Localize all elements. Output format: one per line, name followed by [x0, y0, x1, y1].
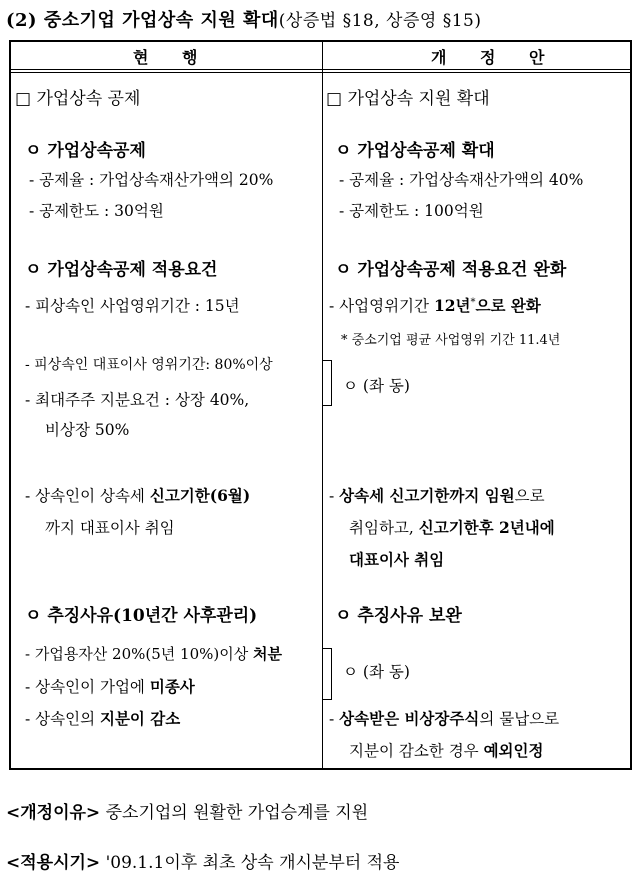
- header-divider-double: [11, 72, 630, 73]
- right-item-period: - 사업영위기간 12년*으로 완화: [329, 296, 541, 315]
- left-section-title: □ 가업상속 공제: [15, 89, 141, 109]
- right-bullet-1: ㅇ 가업상속공제 확대: [335, 141, 495, 161]
- right-section-title: □ 가업상속 지원 확대: [326, 89, 490, 109]
- right-same-as-left-1: ㅇ (좌 동): [343, 377, 410, 395]
- right-item-rate: - 공제율 : 가업상속재산가액의 40%: [339, 171, 584, 189]
- left-item-share-decrease: - 상속인의 지분이 감소: [25, 709, 181, 728]
- page-title: [6, 6, 481, 32]
- footer-reason: [6, 798, 368, 823]
- right-same-as-left-2: ㅇ (좌 동): [343, 663, 410, 681]
- bracket-1: [323, 360, 332, 406]
- right-note-avg-period: * 중소기업 평균 사업영위 기간 11.4년: [341, 333, 561, 348]
- reason-text: 중소기업의 원활한 가업승계를 지원: [105, 803, 369, 823]
- left-item-ceo-period: - 피상속인 대표이사 영위기간: 80%이상: [25, 357, 273, 373]
- right-item-stock-payment-cont: 지분이 감소한 경우 예외인정: [349, 741, 544, 760]
- bracket-2: [323, 648, 332, 700]
- title-reference: (상증법 §18, 상증영 §15): [278, 11, 482, 31]
- reason-label: <개정이유>: [6, 803, 101, 823]
- right-bullet-2: ㅇ 가업상속공제 적용요건 완화: [335, 260, 567, 280]
- left-item-asset-disposal: - 가업용자산 20%(5년 10%)이상 처분: [25, 645, 282, 663]
- left-item-period: - 피상속인 사업영위기간 : 15년: [25, 297, 240, 315]
- left-item-share-req-cont: 비상장 50%: [45, 421, 130, 439]
- left-bullet-3: ㅇ 추징사유(10년간 사후관리): [25, 606, 258, 626]
- date-text: '09.1.1이후 최초 상속 개시분부터 적용: [105, 853, 400, 873]
- left-item-heir-deadline-cont: 까지 대표이사 취임: [45, 519, 175, 537]
- left-item-not-engaged: - 상속인이 가업에 미종사: [25, 677, 195, 696]
- left-item-share-req: - 최대주주 지분요건 : 상장 40%,: [25, 391, 250, 409]
- title-main: (2) 중소기업 가업상속 지원 확대: [6, 10, 279, 31]
- header-current: 현 행: [133, 48, 212, 67]
- left-item-limit: - 공제한도 : 30억원: [29, 202, 164, 220]
- date-label: <적용시기>: [6, 853, 101, 873]
- left-item-heir-deadline: - 상속인이 상속세 신고기한(6월): [25, 486, 251, 505]
- comparison-table: [9, 40, 632, 770]
- left-bullet-1: ㅇ 가업상속공제: [25, 141, 146, 161]
- header-proposed: 개 정 안: [431, 48, 559, 67]
- right-item-limit: - 공제한도 : 100억원: [339, 202, 484, 220]
- left-item-rate: - 공제율 : 가업상속재산가액의 20%: [29, 171, 274, 189]
- right-item-officer: - 상속세 신고기한까지 임원으로: [329, 486, 545, 505]
- right-item-stock-payment: - 상속받은 비상장주식의 물납으로: [329, 709, 560, 728]
- left-bullet-2: ㅇ 가업상속공제 적용요건: [25, 260, 218, 280]
- right-item-officer-cont: 취임하고, 신고기한후 2년내에: [349, 518, 555, 537]
- header-divider: [11, 69, 630, 70]
- right-bullet-3: ㅇ 추징사유 보완: [335, 606, 462, 626]
- right-item-officer-cont2: 대표이사 취임: [349, 550, 445, 569]
- footer-date: [6, 848, 399, 873]
